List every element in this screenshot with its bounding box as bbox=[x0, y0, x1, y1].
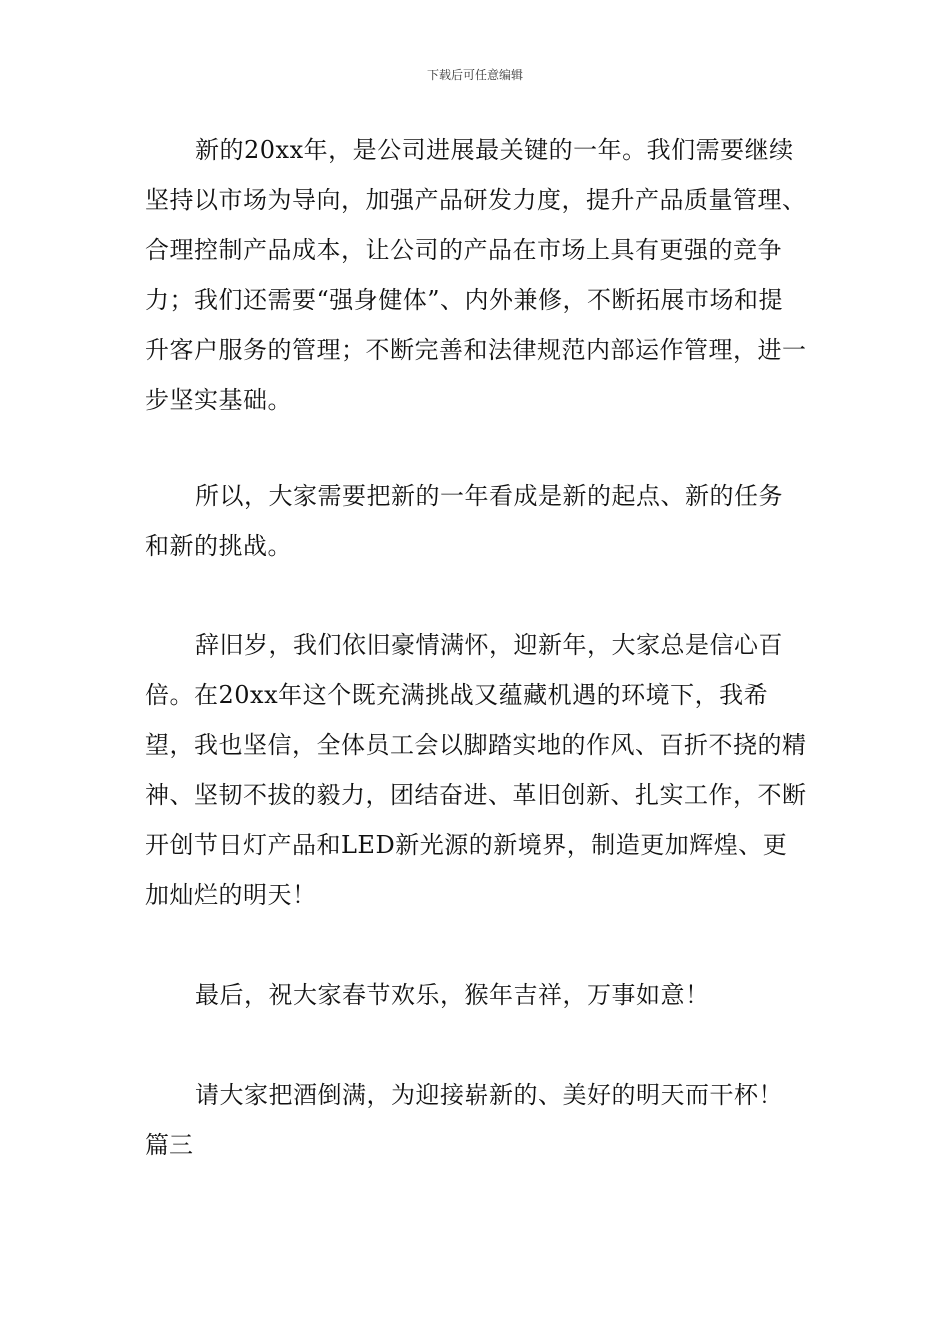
paragraph-2: 所以，大家需要把新的一年看成是新的起点、新的任务和新的挑战。 bbox=[145, 482, 783, 560]
paragraph-3: 辞旧岁，我们依旧豪情满怀，迎新年，大家总是信心百倍。在20xx年这个既充满挑战又蕴藏机遇的环境下，我希望，我也坚信，全体员工会以脚踏实地的作风、百折不挠的精神、坚韧不拔的毅力，团结奋进、革旧创新、扎实工作，不断开创节日灯产品和LED新光源的新境界，制造更加辉煌、更加灿烂的明天！ bbox=[145, 631, 807, 909]
paragraph-5: 请大家把酒倒满，为迎接崭新的、美好的明天而干杯！ bbox=[195, 1081, 783, 1109]
paragraph-4: 最后，祝大家春节欢乐，猴年吉祥，万事如意！ bbox=[195, 981, 710, 1009]
paragraph-1: 新的20xx年，是公司进展最关键的一年。我们需要继续坚持以市场为导向，加强产品研发力度，提升产品质量管理、合理控制产品成本，让公司的产品在市场上具有更强的竞争力；我们还需要“强身健体”、内外兼修，不断拓展市场和提升客户服务的管理；不断完善和法律规范内部运作管理，进一步坚实基础。 bbox=[145, 136, 807, 414]
section-label: 篇三 bbox=[145, 1131, 193, 1159]
header-note: 下载后可任意编辑 bbox=[426, 68, 523, 82]
